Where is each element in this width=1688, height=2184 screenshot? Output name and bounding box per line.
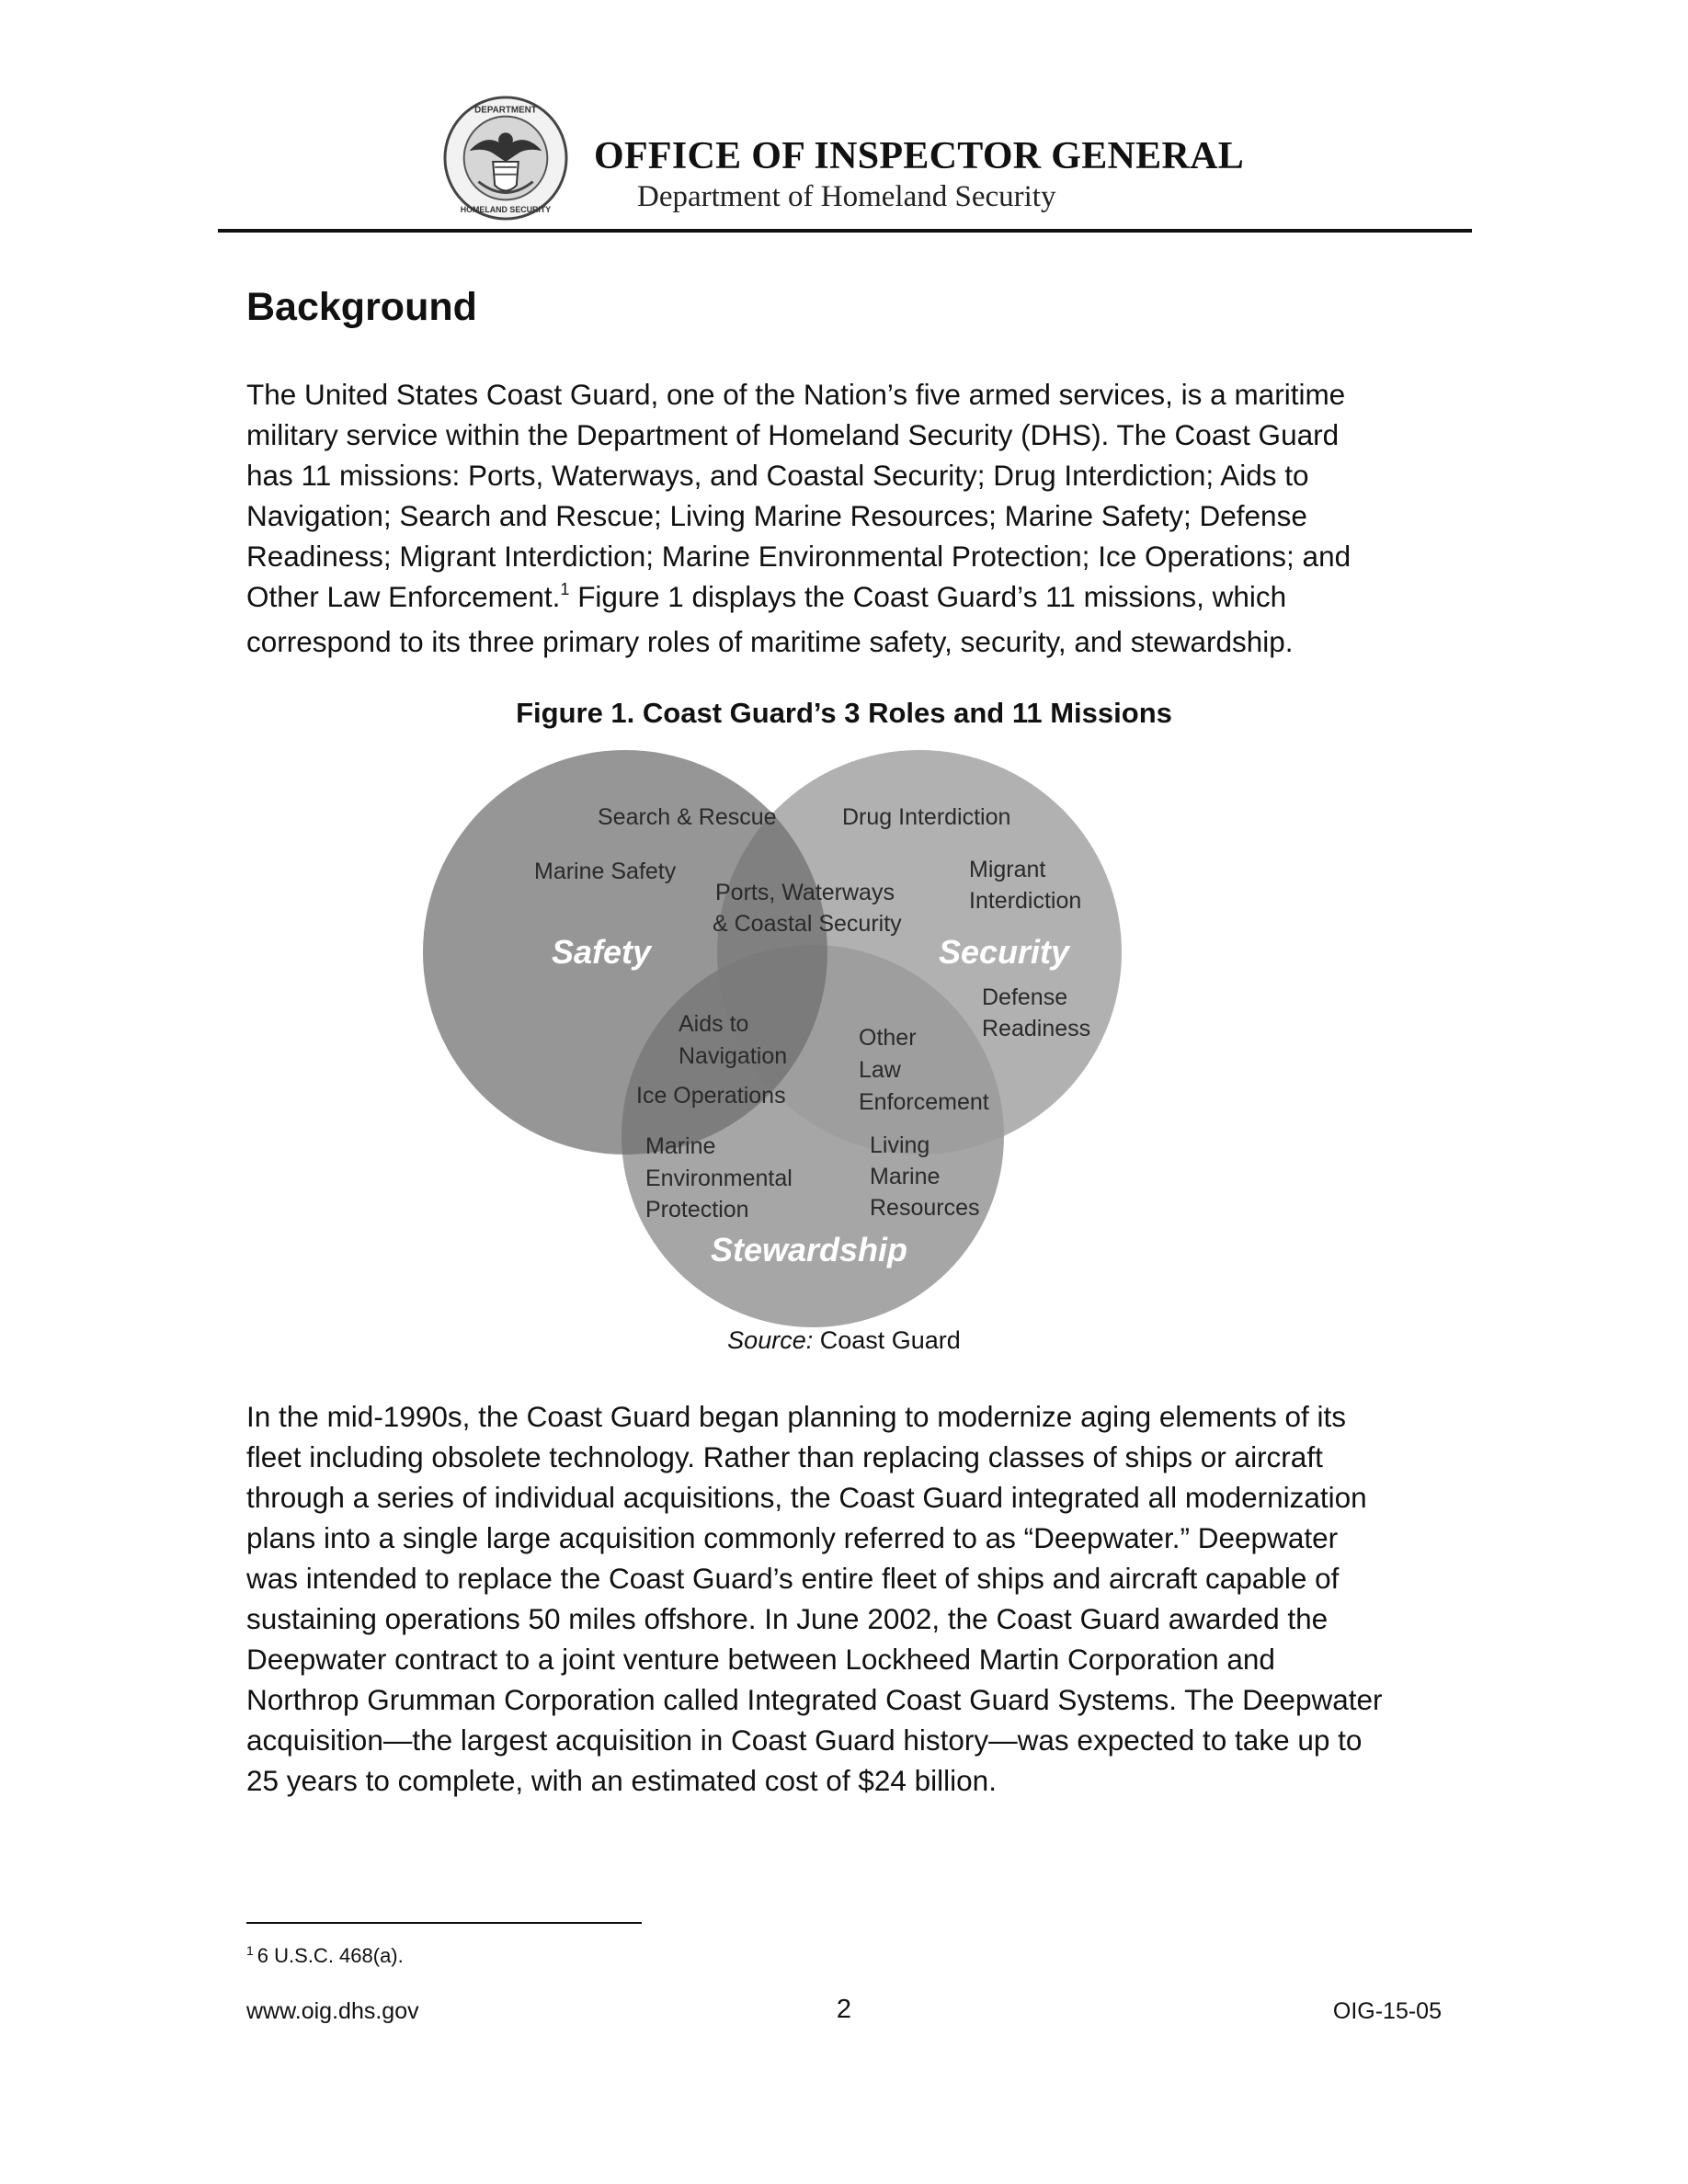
footer-website-link[interactable]: www.oig.dhs.gov: [246, 1998, 419, 2024]
figure-title: Figure 1. Coast Guard’s 3 Roles and 11 Missions: [516, 697, 1172, 729]
background-paragraph-2: [246, 1396, 1442, 1801]
source-label: Source:: [727, 1326, 814, 1354]
svg-text:DEPARTMENT: DEPARTMENT: [474, 105, 537, 116]
text-line: Deepwater contract to a joint venture between Lockheed Martin Corporation and: [246, 1643, 1275, 1676]
mission-ice-operations: Ice Operations: [636, 1083, 786, 1109]
text-line: correspond to its three primary roles of maritime safety, security, and stewardship.: [246, 625, 1294, 658]
page-number: 2: [836, 1995, 852, 2024]
footnote-reference[interactable]: 1: [560, 580, 570, 598]
text-line: The United States Coast Guard, one of the Nation’s five armed services, is a maritime: [246, 378, 1346, 411]
text-line: sustaining operations 50 miles offshore. In June 2002, the Coast Guard awarded the: [246, 1602, 1329, 1635]
footnote-number: 1: [246, 1943, 254, 1958]
text-line: was intended to replace the Coast Guard’s entire fleet of ships and aircraft capable of: [246, 1562, 1340, 1595]
mission-ports-line2: & Coastal Security: [713, 911, 902, 937]
role-label-safety: Safety: [551, 933, 652, 971]
mission-other-law-enforcement-line1: Other: [859, 1025, 917, 1051]
text-line: has 11 missions: Ports, Waterways, and Coastal Security; Drug Interdiction; Aids to: [246, 459, 1309, 492]
mission-defense-readiness-line2: Readiness: [982, 1016, 1091, 1041]
mission-migrant-interdiction-line1: Migrant: [969, 857, 1046, 882]
mission-ports-line1: Ports, Waterways: [715, 880, 895, 905]
text-line: Readiness; Migrant Interdiction; Marine Environmental Protection; Ice Operations; and: [246, 540, 1352, 573]
mission-other-law-enforcement-line3: Enforcement: [859, 1089, 989, 1115]
section-heading: Background: [246, 285, 477, 329]
mission-search-rescue: Search & Rescue: [598, 804, 777, 830]
footnote: [246, 1944, 404, 1968]
footnote-text: 6 U.S.C. 468(a).: [257, 1944, 404, 1967]
text-line: military service within the Department of Homeland Security (DHS). The Coast Guard: [246, 418, 1340, 451]
mission-living-marine-resources-line3: Resources: [870, 1195, 980, 1221]
text-fragment: Figure 1 displays the Coast Guard’s 11 missions, which: [569, 580, 1287, 613]
text-line: through a series of individual acquisitions, the Coast Guard integrated all modernization: [246, 1481, 1367, 1514]
svg-text:HOMELAND SECURITY: HOMELAND SECURITY: [460, 205, 552, 215]
source-value: Coast Guard: [813, 1326, 961, 1354]
text-line: In the mid-1990s, the Coast Guard began planning to modernize aging elements of its: [246, 1400, 1346, 1433]
office-title: OFFICE OF INSPECTOR GENERAL: [594, 135, 1245, 177]
mission-marine-environmental-protection-line3: Protection: [645, 1197, 749, 1223]
role-label-security: Security: [938, 933, 1070, 971]
text-line: Northrop Grumman Corporation called Integrated Coast Guard Systems. The Deepwater: [246, 1683, 1383, 1716]
footnote-rule: [246, 1922, 642, 1924]
role-label-stewardship: Stewardship: [710, 1231, 908, 1268]
text-line: 25 years to complete, with an estimated cost of $24 billion.: [246, 1764, 997, 1797]
text-line: fleet including obsolete technology. Rather than replacing classes of ships or aircraft: [246, 1440, 1323, 1473]
text-line: Navigation; Search and Rescue; Living Marine Resources; Marine Safety; Defense: [246, 499, 1307, 532]
department-subtitle: Department of Homeland Security: [637, 180, 1056, 213]
mission-marine-safety: Marine Safety: [534, 859, 677, 884]
text-line: plans into a single large acquisition commonly referred to as “Deepwater.” Deepwater: [246, 1521, 1339, 1554]
mission-drug-interdiction: Drug Interdiction: [842, 804, 1011, 830]
mission-marine-environmental-protection-line1: Marine: [645, 1133, 716, 1159]
report-id: OIG-15-05: [1332, 1998, 1442, 2024]
text-line: acquisition—the largest acquisition in Coast Guard history—was expected to take up to: [246, 1723, 1363, 1757]
figure-source: [0, 1326, 1688, 1355]
mission-aids-to-navigation-line2: Navigation: [679, 1043, 788, 1069]
mission-living-marine-resources-line1: Living: [870, 1132, 930, 1158]
mission-other-law-enforcement-line2: Law: [859, 1057, 901, 1083]
mission-aids-to-navigation-line1: Aids to: [679, 1011, 749, 1037]
mission-defense-readiness-line1: Defense: [982, 984, 1068, 1010]
mission-marine-environmental-protection-line2: Environmental: [645, 1166, 793, 1191]
mission-living-marine-resources-line2: Marine: [870, 1164, 941, 1189]
text-fragment: Other Law Enforcement.: [246, 580, 561, 613]
mission-migrant-interdiction-line2: Interdiction: [969, 888, 1082, 914]
